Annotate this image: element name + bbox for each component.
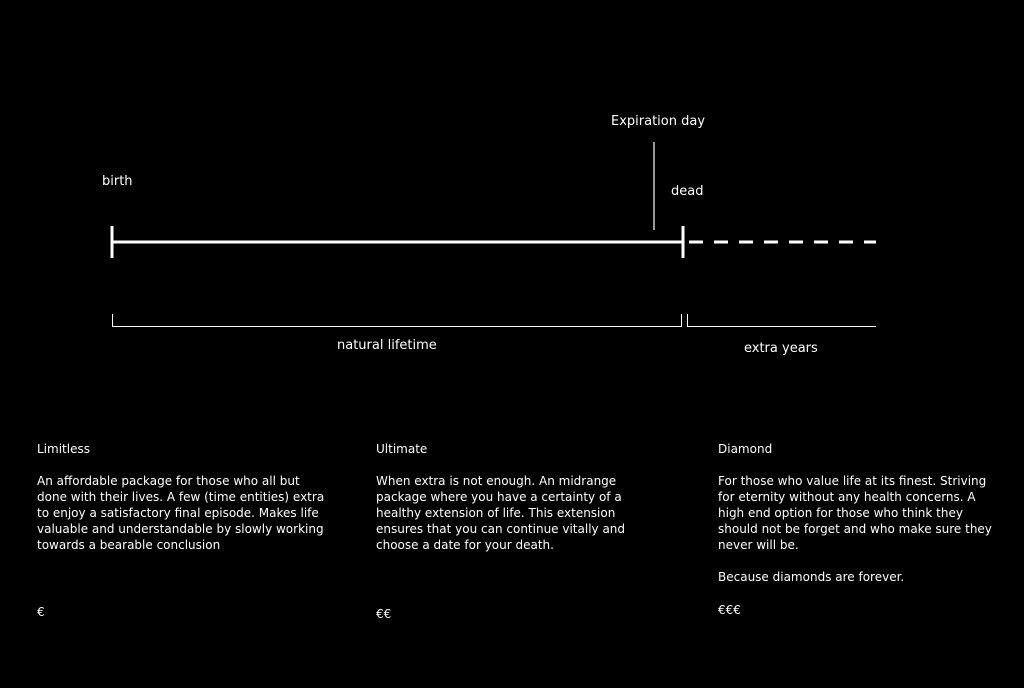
package-price: € bbox=[37, 605, 45, 619]
package-description-paragraph: Because diamonds are forever. bbox=[718, 570, 905, 584]
package-description bbox=[376, 473, 661, 553]
extra-years-label: extra years bbox=[744, 341, 818, 356]
package-limitless bbox=[37, 441, 329, 619]
package-title: Limitless bbox=[37, 442, 90, 456]
package-description-paragraph: An affordable package for those who all but done with their lives. A few (time entities) extra to enjoy a satisfactory final episode. Makes life valuable and understandable by slowly working towards a bearable conclusion bbox=[37, 474, 325, 552]
dead-label: dead bbox=[671, 184, 704, 199]
package-description-paragraph: For those who value life at its finest. Striving for eternity without any health concerns. A high end option for those who think they should not be forget and who make sure they never will be. bbox=[718, 474, 992, 552]
package-title: Diamond bbox=[718, 442, 773, 456]
expiration-day-label: Expiration day bbox=[611, 114, 706, 129]
package-ultimate bbox=[376, 441, 661, 621]
package-diamond bbox=[718, 441, 1000, 617]
package-price: €€ bbox=[376, 607, 392, 621]
package-description bbox=[37, 473, 329, 553]
natural-lifetime-label: natural lifetime bbox=[337, 338, 437, 353]
package-title: Ultimate bbox=[376, 442, 428, 456]
natural-lifetime-bracket bbox=[113, 314, 682, 327]
extra-years-bracket bbox=[688, 314, 877, 327]
package-description-paragraph: When extra is not enough. An midrange package where you have a certainty of a healthy extension of life. This extension ensures that you can continue vitally and choose a date for your death. bbox=[376, 474, 626, 552]
package-price: €€€ bbox=[718, 603, 741, 617]
birth-label: birth bbox=[102, 174, 133, 189]
package-description bbox=[718, 473, 1000, 585]
